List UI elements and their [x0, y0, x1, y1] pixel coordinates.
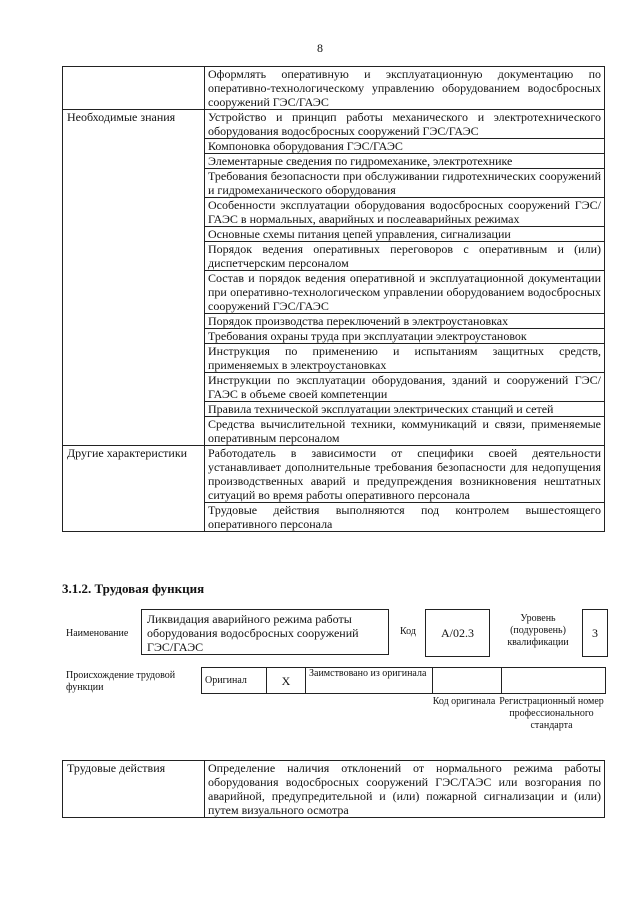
table-cell: Порядок ведения оперативных переговоров с оперативным и (или) диспетчерским персоналом: [205, 242, 605, 271]
table-cell: Основные схемы питания цепей управления, сигнализации: [205, 227, 605, 242]
table-cell: Требования безопасности при обслуживании гидротехнических сооружений и гидромеханического оборудования: [205, 169, 605, 198]
table-cell: Правила технической эксплуатации электрических станций и сетей: [205, 402, 605, 417]
origin-table: [201, 667, 606, 694]
table-cell: Компоновка оборудования ГЭС/ГАЭС: [205, 139, 605, 154]
table-row: [63, 761, 605, 818]
table-cell: Средства вычислительной техники, коммуникаций и связи, применяемые оперативным персоналом: [205, 417, 605, 446]
table-row: [63, 110, 605, 139]
original-label: Оригинал: [202, 668, 267, 694]
row-label-knowledge: Необходимые знания: [63, 110, 205, 446]
table-cell: Инструкция по применению и испытаниям защитных средств, применяемых в электроустановках: [205, 344, 605, 373]
table-cell: Инструкции по эксплуатации оборудования, зданий и сооружений ГЭС/ГАЭС в объеме своей компетенции: [205, 373, 605, 402]
table-cell: Оформлять оперативную и эксплуатационную документацию по оперативно-технологическому управлению оборудованием водосбросных сооружений ГЭС/ГАЭС: [205, 67, 605, 110]
level-box: [582, 609, 608, 657]
name-label: Наименование: [66, 628, 129, 639]
code-value: A/02.3: [441, 626, 474, 640]
table-cell: Трудовые действия выполняются под контролем вышестоящего оперативного персонала: [205, 503, 605, 532]
borrowed-label: Заимствовано из оригинала: [306, 668, 433, 694]
table-cell: Требования охраны труда при эксплуатации электроустановок: [205, 329, 605, 344]
table-cell: Устройство и принцип работы механического и электротехнического оборудования водосбросных сооружений ГЭС/ГАЭС: [205, 110, 605, 139]
code-label: Код: [400, 626, 416, 637]
section-title: 3.1.2. Трудовая функция: [62, 581, 205, 596]
function-name: Ликвидация аварийного режима работы оборудования водосбросных сооружений ГЭС/ГАЭС: [147, 612, 359, 654]
row-label-actions: Трудовые действия: [63, 761, 205, 818]
table-cell: Работодатель в зависимости от специфики своей деятельности устанавливает дополнительные требования безопасности для недопущения производственных аварий и предупреждения возникновения нештатных ситуаций во время работы оперативного персонала: [205, 446, 605, 503]
level-label: Уровень (подуровень) квалификации: [507, 613, 569, 648]
requirements-table: [62, 66, 605, 532]
function-name-box: [141, 609, 389, 655]
code-original-label: Код оригинала: [432, 696, 496, 707]
labor-actions-table: [62, 760, 605, 818]
table-cell: Определение наличия отклонений от нормального режима работы оборудования водосбросных сооружений ГЭС/ГАЭС или возгорания по аварийной, предупредительной и (или) пожарной сигнализации и (или) путем визуального осмотра: [205, 761, 605, 818]
code-original-cell: [433, 668, 502, 694]
origin-label: Происхождение трудовой функции: [66, 670, 176, 693]
level-value: 3: [592, 626, 598, 640]
table-cell: Порядок производства переключений в электроустановках: [205, 314, 605, 329]
code-box: [425, 609, 490, 657]
page-number: 8: [317, 41, 323, 55]
table-row: [63, 67, 605, 110]
table-cell: Элементарные сведения по гидромеханике, электротехнике: [205, 154, 605, 169]
reg-number-label: Регистрационный номер профессионального стандарта: [499, 696, 604, 731]
table-cell: Особенности эксплуатации оборудования водосбросных сооружений ГЭС/ГАЭС в нормальных, аварийных и послеаварийных режимах: [205, 198, 605, 227]
table-cell: Состав и порядок ведения оперативной и эксплуатационной документации при оперативно-технологическом управлении оборудованием водосбросных сооружений ГЭС/ГАЭС: [205, 271, 605, 314]
original-mark: X: [267, 668, 306, 694]
row-label-other: Другие характеристики: [63, 446, 205, 532]
row-label: [63, 67, 205, 110]
reg-number-cell: [502, 668, 606, 694]
table-row: [63, 446, 605, 503]
